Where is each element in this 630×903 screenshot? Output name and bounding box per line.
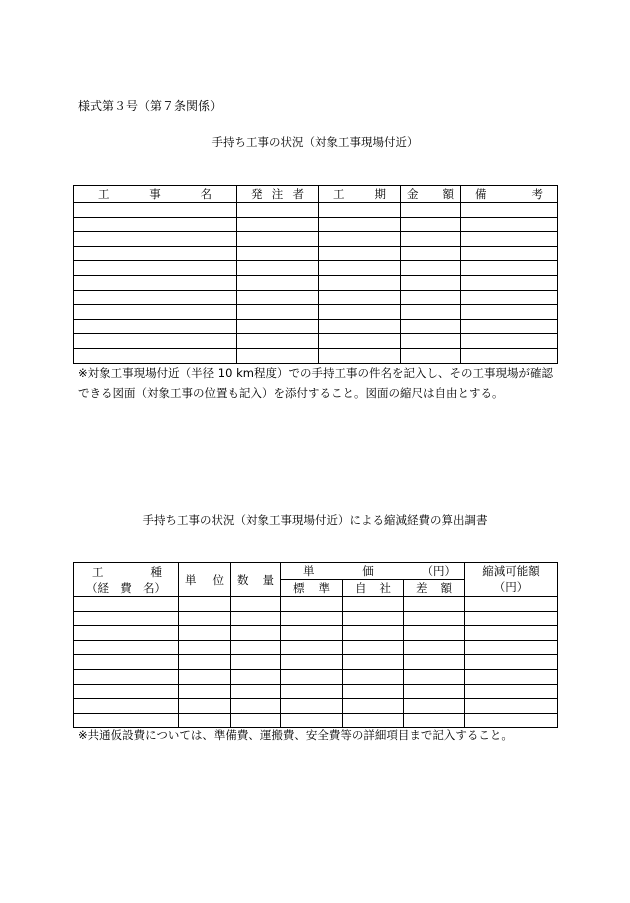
reduction-table-cell: [404, 684, 465, 699]
reduction-table-cell: [343, 655, 404, 670]
holdings-table-cell: [74, 305, 237, 320]
reduction-table-cell: [281, 611, 343, 626]
holdings-table-cell: [461, 217, 558, 232]
holdings-table-cell: [319, 319, 401, 334]
holdings-table-cell: [401, 261, 461, 276]
reduction-table-cell: [74, 611, 179, 626]
holdings-table-cell: [237, 261, 319, 276]
reduction-table-row: [74, 626, 558, 641]
reduction-table-cell: [231, 640, 281, 655]
holdings-table-cell: [319, 290, 401, 305]
holdings-table-cell: [237, 246, 319, 261]
reduction-table-cell: [231, 669, 281, 684]
reduction-table-cell: [179, 699, 231, 714]
holdings-table-cell: [401, 217, 461, 232]
holdings-table-cell: [237, 290, 319, 305]
holdings-table-cell: [401, 319, 461, 334]
reduction-table-cell: [404, 655, 465, 670]
reduction-table-cell: [281, 597, 343, 612]
holdings-table-cell: [461, 275, 558, 290]
reduction-table-cell: [74, 699, 179, 714]
reduction-table-cell: [465, 684, 558, 699]
holdings-table-cell: [319, 217, 401, 232]
holdings-table-cell: [74, 261, 237, 276]
reduction-table-cell: [231, 713, 281, 728]
holdings-table-cell: [401, 232, 461, 247]
holdings-table-cell: [74, 348, 237, 363]
reduction-table-cell: [179, 626, 231, 641]
holdings-header-row: [74, 186, 558, 203]
reduction-table: [73, 562, 558, 728]
reduction-table-cell: [404, 699, 465, 714]
reduction-table-cell: [281, 699, 343, 714]
holdings-table-cell: [461, 203, 558, 218]
reduction-table-cell: [74, 713, 179, 728]
holdings-table-cell: [237, 319, 319, 334]
reduction-table-cell: [281, 669, 343, 684]
holdings-table-cell: [319, 275, 401, 290]
reduction-table-cell: [231, 611, 281, 626]
reduction-table-cell: [231, 597, 281, 612]
col-header-period: 工 期: [319, 186, 401, 203]
reduction-table-cell: [179, 655, 231, 670]
holdings-table-row: [74, 203, 558, 218]
reduction-table-cell: [465, 699, 558, 714]
reduction-table-cell: [404, 713, 465, 728]
holdings-table-row: [74, 334, 558, 349]
reduction-table-cell: [404, 597, 465, 612]
holdings-table-cell: [74, 290, 237, 305]
holdings-table-cell: [74, 217, 237, 232]
reduction-table-cell: [281, 640, 343, 655]
holdings-table-cell: [461, 319, 558, 334]
holdings-table-cell: [319, 232, 401, 247]
holdings-table-row: [74, 348, 558, 363]
reduction-table-cell: [404, 640, 465, 655]
holdings-table-cell: [237, 305, 319, 320]
reduction-table-row: [74, 669, 558, 684]
reduction-table-cell: [231, 626, 281, 641]
reduction-table-cell: [74, 597, 179, 612]
holdings-table-cell: [461, 232, 558, 247]
reduction-table-cell: [465, 655, 558, 670]
holdings-table-cell: [401, 334, 461, 349]
holdings-table-row: [74, 261, 558, 276]
holdings-table-cell: [401, 290, 461, 305]
holdings-table-row: [74, 246, 558, 261]
reduction-table-cell: [74, 655, 179, 670]
reduction-header-row-1: [74, 563, 558, 580]
holdings-table-cell: [319, 261, 401, 276]
col-header-standard: 標 準: [281, 580, 343, 597]
reduction-table-cell: [343, 597, 404, 612]
holdings-table-cell: [319, 334, 401, 349]
holdings-table-cell: [74, 334, 237, 349]
reduction-table-cell: [179, 713, 231, 728]
reduction-table-cell: [231, 699, 281, 714]
reduction-table-cell: [179, 640, 231, 655]
holdings-table-cell: [401, 348, 461, 363]
holdings-table-cell: [237, 275, 319, 290]
holdings-table-cell: [74, 275, 237, 290]
holdings-table-cell: [74, 232, 237, 247]
col-header-amount: 金 額: [401, 186, 461, 203]
holdings-table-cell: [461, 261, 558, 276]
col-header-quantity: 数 量: [231, 563, 281, 597]
reduction-table-cell: [343, 684, 404, 699]
reduction-table-row: [74, 640, 558, 655]
section2-note: ※共通仮設費については、準備費、運搬費、安全費等の詳細項目まで記入すること。: [78, 728, 513, 742]
reduction-table-cell: [281, 713, 343, 728]
reduction-table-row: [74, 655, 558, 670]
holdings-table-cell: [319, 246, 401, 261]
reduction-table-cell: [465, 626, 558, 641]
col-header-category: 工 種 （経 費 名）: [74, 563, 179, 597]
reduction-table-cell: [343, 626, 404, 641]
holdings-table-cell: [237, 334, 319, 349]
reduction-table-cell: [74, 684, 179, 699]
reduction-table-cell: [343, 640, 404, 655]
reduction-table-cell: [343, 611, 404, 626]
holdings-table-cell: [74, 203, 237, 218]
holdings-table-row: [74, 290, 558, 305]
form-number: 様式第３号（第７条関係）: [78, 99, 223, 113]
reduction-table-cell: [281, 626, 343, 641]
reduction-table-cell: [179, 597, 231, 612]
reduction-table-cell: [343, 713, 404, 728]
holdings-table-cell: [237, 348, 319, 363]
reduction-table-cell: [465, 597, 558, 612]
holdings-table-row: [74, 275, 558, 290]
reduction-table-row: [74, 611, 558, 626]
reduction-table-cell: [74, 669, 179, 684]
holdings-table-cell: [461, 334, 558, 349]
holdings-table-cell: [401, 246, 461, 261]
section2-title: 手持ち工事の状況（対象工事現場付近）による縮減経費の算出調書: [142, 513, 488, 527]
col-header-difference: 差 額: [404, 580, 465, 597]
section1-note: ※対象工事現場付近（半径 10 km程度）での手持工事の件名を記入し、その工事現場が確認 できる図面（対象工事の位置も記入）を添付すること。図面の縮尺は自由とする。: [78, 366, 553, 400]
reduction-table-row: [74, 713, 558, 728]
reduction-table-cell: [465, 611, 558, 626]
holdings-table-cell: [319, 348, 401, 363]
holdings-table-cell: [237, 217, 319, 232]
holdings-table-cell: [401, 275, 461, 290]
holdings-table-cell: [401, 305, 461, 320]
reduction-table-cell: [74, 626, 179, 641]
holdings-table-cell: [461, 246, 558, 261]
holdings-table-row: [74, 217, 558, 232]
holdings-table-cell: [461, 348, 558, 363]
col-header-reducible-amount: 縮減可能額 （円）: [465, 563, 558, 597]
holdings-table-row: [74, 305, 558, 320]
reduction-table-cell: [281, 655, 343, 670]
col-header-client: 発 注 者: [237, 186, 319, 203]
holdings-table-cell: [237, 232, 319, 247]
reduction-table-row: [74, 684, 558, 699]
col-header-unit-price: 単 価 （円）: [281, 563, 465, 580]
reduction-table-cell: [404, 626, 465, 641]
holdings-table-cell: [461, 305, 558, 320]
reduction-table-cell: [343, 699, 404, 714]
col-header-unit: 単 位: [179, 563, 231, 597]
holdings-table: [73, 185, 558, 364]
col-header-own: 自 社: [343, 580, 404, 597]
holdings-table-cell: [74, 319, 237, 334]
holdings-table-cell: [461, 290, 558, 305]
reduction-table-cell: [179, 669, 231, 684]
reduction-table-row: [74, 699, 558, 714]
holdings-table-cell: [74, 246, 237, 261]
reduction-table-cell: [465, 713, 558, 728]
section1-title: 手持ち工事の状況（対象工事現場付近）: [211, 135, 419, 149]
reduction-table-cell: [281, 684, 343, 699]
reduction-table-cell: [74, 640, 179, 655]
reduction-table-cell: [231, 684, 281, 699]
holdings-table-cell: [401, 203, 461, 218]
reduction-table-row: [74, 597, 558, 612]
holdings-table-row: [74, 232, 558, 247]
reduction-table-cell: [179, 684, 231, 699]
holdings-table-row: [74, 319, 558, 334]
reduction-table-cell: [343, 669, 404, 684]
reduction-table-cell: [404, 611, 465, 626]
reduction-table-cell: [231, 655, 281, 670]
reduction-table-cell: [465, 640, 558, 655]
col-header-project-name: 工 事 名: [74, 186, 237, 203]
col-header-remarks: 備 考: [461, 186, 558, 203]
holdings-table-cell: [319, 305, 401, 320]
holdings-table-cell: [237, 203, 319, 218]
reduction-table-cell: [404, 669, 465, 684]
holdings-table-cell: [319, 203, 401, 218]
reduction-table-cell: [465, 669, 558, 684]
reduction-table-cell: [179, 611, 231, 626]
